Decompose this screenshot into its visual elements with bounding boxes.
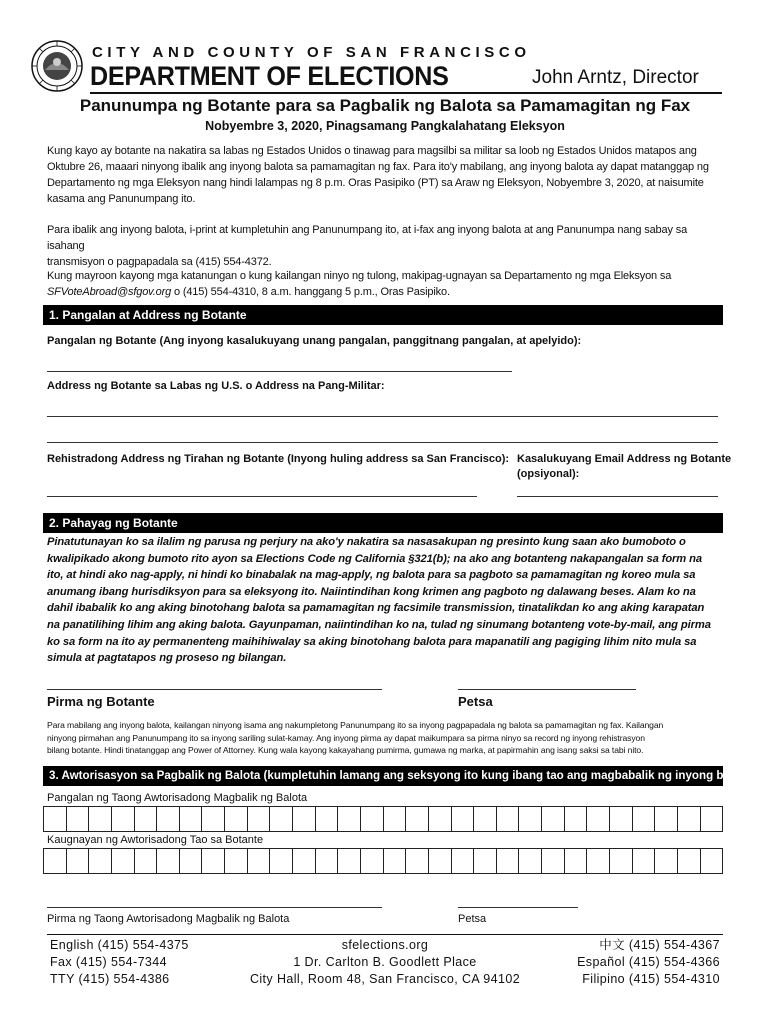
section-2-header: 2. Pahayag ng Botante <box>43 513 723 533</box>
department-name: DEPARTMENT OF ELECTIONS <box>90 61 449 91</box>
registered-address-label: Rehistradong Address ng Tirahan ng Botante (Inyong huling address sa San Francisco): <box>47 453 510 465</box>
contact-email-link[interactable]: SFVoteAbroad@sfgov.org <box>47 286 172 298</box>
city-name: CITY AND COUNTY OF SAN FRANCISCO <box>92 44 531 61</box>
authorized-date-label: Petsa <box>458 913 487 925</box>
section-3-header: 3. Awtorisasyon sa Pagbalik ng Balota (kumpletuhin lamang ang seksyong ito kung ibang tao ang magbabalik ng inyong balota) <box>43 766 723 786</box>
footer-phones-right: 中文 (415) 554-4367 Español (415) 554-4366 Filipino (415) 554-4310 <box>577 938 720 986</box>
registered-address-field[interactable] <box>47 496 477 497</box>
footer-divider <box>47 934 723 935</box>
header-divider <box>90 92 722 94</box>
section-1-header: 1. Pangalan at Address ng Botante <box>43 305 723 325</box>
overseas-address-field-line-1[interactable] <box>47 416 718 417</box>
email-label: Kasalukuyang Email Address ng Botante (opsiyonal): <box>517 453 732 480</box>
website-link[interactable]: sfelections.org <box>341 938 429 952</box>
voter-name-label: Pangalan ng Botante (Ang inyong kasalukuyang unang pangalan, panggitnang pangalan, at apelyido): <box>47 335 582 347</box>
voter-date-label: Petsa <box>458 694 493 709</box>
relationship-label: Kaugnayan ng Awtorisadong Tao sa Botante <box>47 834 264 846</box>
intro-paragraph-3: Kung mayroon kayong mga katanungan o kung kailangan ninyo ng tulong, makipag-ugnayan sa Departamento ng mga Eleksyon sa SFVoteAbroad@sfgov.org o (415) 554-4310, 8 a.m. hanggang 5 p.m., Oras Pasipiko. <box>47 270 672 298</box>
authorized-name-boxes[interactable] <box>43 806 723 832</box>
intro-paragraph-2: Para ibalik ang inyong balota, i-print at kumpletuhin ang Panunumpang ito, at i-fax ang inyong balota at ang Panunumpa nang sabay sa isahang transmisyon o pagpapadala sa (415) 554-4372. <box>47 224 688 268</box>
authorized-signature-field[interactable] <box>47 907 382 908</box>
authorized-name-label: Pangalan ng Taong Awtorisadong Magbalik ng Balota <box>47 792 308 804</box>
footer-phones-left: English (415) 554-4375 Fax (415) 554-7344 TTY (415) 554-4386 <box>50 938 189 986</box>
city-seal-icon <box>31 40 83 92</box>
overseas-address-label: Address ng Botante sa Labas ng U.S. o Address na Pang-Militar: <box>47 380 385 392</box>
page-subtitle: Nobyembre 3, 2020, Pinagsamang Pangkalahatang Eleksyon <box>205 119 565 133</box>
voter-signature-field[interactable] <box>47 689 382 690</box>
voter-name-field[interactable] <box>47 371 512 372</box>
page-title: Panunumpa ng Botante para sa Pagbalik ng Balota sa Pamamagitan ng Fax <box>79 96 691 115</box>
voter-date-field[interactable] <box>458 689 636 690</box>
relationship-boxes[interactable] <box>43 848 723 874</box>
oath-statement: Pinatutunayan ko sa ilalim ng parusa ng perjury na ako'y nakatira sa nasasakupan ng presinto kung saan ako bumoboto o kwalipikado akong bumoto rito ayon sa Elections Code ng California §321(b); na ako ang botanteng nakapangalan sa form na ito, at hindi ako nag-apply, ni hindi ko binabalak na mag-apply, ng balota para sa pagboto sa pamamagitan ng koreo mula sa anumang ibang hurisdiksyon para sa eleksyong ito. Naiintindihan kong krimen ang pagboto ng dalawang beses. Alam ko na dahil ibabalik ko ang aking binotohang balota sa pamamagitan ng facsimile transmission, tinatalikdan ko ang aking karapatan na panatilihing lihim ang aking balota. Gayunpaman, naiintindihan ko na, tulad ng sinumang botanteng vote-by-mail, ang pirma ko sa form na ito ay permanenteng maihihiwalay sa aking binotohang balota para mapanatili ang pagiging lihim nito mula sa simula at pagtatapos ng proseso ng bilangan. <box>47 536 711 665</box>
signature-note: Para mabilang ang inyong balota, kailangan ninyong isama ang nakumpletong Panunumpang ito sa inyong pagpapadala ng balota sa pamamagitan ng fax. Kailangan ninyong pirmahan ang Panunumpang ito sa inyong sariling sulat-kamay. Ang inyong pirma ay dapat maikumpara sa pirma ninyo sa record ng inyong rehistrasyon bilang botante. Hindi tinatanggap ang Power of Attorney. Kung wala kayong kakayahang pumirma, gumawa ng marka, at papirmahin ang isang saksi sa tabi nito. <box>47 720 664 755</box>
email-field[interactable] <box>517 496 718 497</box>
intro-paragraph-1: Kung kayo ay botante na nakatira sa labas ng Estados Unidos o tinawag para magsilbi sa militar sa loob ng Estados Unidos matapos ang Oktubre 26, maaari ninyong ibalik ang inyong balota sa pamamagitan ng fax. Para ito'y mabilang, ang inyong balota ay dapat matanggap ng Departamento ng mga Eleksyon nang hindi lalampas ng 8 p.m. Oras Pasipiko (PT) sa Araw ng Eleksyon, Nobyembre 3, 2020, at naisumite kasama ang Panunumpang ito. <box>47 145 709 205</box>
overseas-address-field-line-2[interactable] <box>47 442 718 443</box>
authorized-signature-label: Pirma ng Taong Awtorisadong Magbalik ng Balota <box>47 913 290 925</box>
director-name: John Arntz, Director <box>532 67 699 88</box>
authorized-date-field[interactable] <box>458 907 578 908</box>
footer-address: sfelections.org 1 Dr. Carlton B. Goodlett Place City Hall, Room 48, San Francisco, CA 94102 <box>235 937 535 988</box>
voter-signature-label: Pirma ng Botante <box>47 694 155 709</box>
